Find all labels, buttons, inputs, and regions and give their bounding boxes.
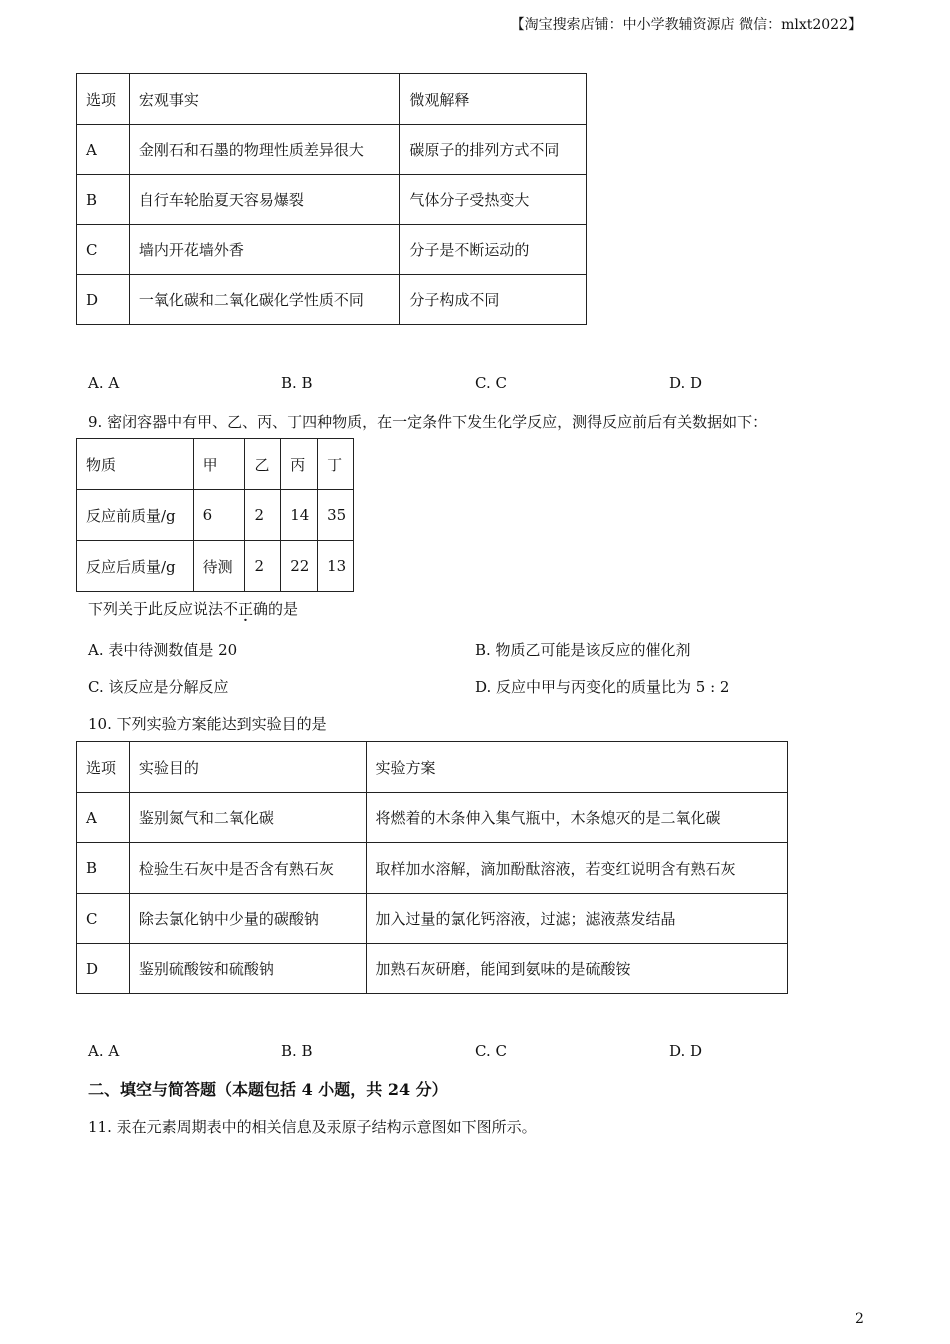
- table-row: [77, 125, 587, 175]
- table-cell: 2: [245, 541, 281, 592]
- q9-question-post: 的是: [268, 600, 299, 618]
- table-cell: 反应前质量/g: [77, 490, 194, 541]
- table-row: [77, 793, 788, 843]
- table-cell: 墙内开花墙外香: [129, 225, 400, 275]
- table-header-cell: 甲: [193, 439, 245, 490]
- section-title: 二、填空与简答题（本题包括 4 小题，共 24 分）: [88, 1080, 448, 1099]
- table-header-cell: 选项: [77, 74, 130, 125]
- q9-question-emphasis: 不正确: [223, 600, 269, 618]
- table-cell: 气体分子受热变大: [400, 175, 587, 225]
- table-row: [77, 275, 587, 325]
- q9-option-b[interactable]: B. 物质乙可能是该反应的催化剂: [475, 641, 691, 659]
- table-row: [77, 944, 788, 994]
- table-header-cell: 物质: [77, 439, 194, 490]
- q10-option-c[interactable]: C. C: [475, 1042, 507, 1060]
- table-cell: 除去氯化钠中少量的碳酸钠: [129, 894, 366, 944]
- table-header-cell: 微观解释: [400, 74, 587, 125]
- table-cell: D: [77, 944, 130, 994]
- table-header-cell: 选项: [77, 742, 130, 793]
- table-cell: C: [77, 225, 130, 275]
- q9-option-c[interactable]: C. 该反应是分解反应: [88, 678, 229, 696]
- table-row: [77, 225, 587, 275]
- q10-option-b[interactable]: B. B: [281, 1042, 313, 1060]
- table-cell: 将燃着的木条伸入集气瓶中，木条熄灭的是二氧化碳: [366, 793, 787, 843]
- table-cell: 分子是不断运动的: [400, 225, 587, 275]
- q9-question-pre: 下列关于此反应说法: [88, 600, 224, 618]
- table-cell: 14: [281, 490, 318, 541]
- q9-option-a[interactable]: A. 表中待测数值是 20: [88, 641, 238, 659]
- table-header-cell: 丁: [318, 439, 354, 490]
- table-header-cell: 实验目的: [129, 742, 366, 793]
- table-cell: A: [77, 125, 130, 175]
- table-cell: 6: [193, 490, 245, 541]
- q8-table: [76, 73, 587, 325]
- q8-option-c[interactable]: C. C: [475, 374, 507, 392]
- table-cell: 加熟石灰研磨，能闻到氨味的是硫酸铵: [366, 944, 787, 994]
- q9-question: [88, 598, 298, 619]
- table-cell: D: [77, 275, 130, 325]
- q10-stem: 10. 下列实验方案能达到实验目的是: [88, 715, 327, 733]
- table-cell: A: [77, 793, 130, 843]
- table-header-cell: 丙: [281, 439, 318, 490]
- table-cell: 反应后质量/g: [77, 541, 194, 592]
- table-cell: 自行车轮胎夏天容易爆裂: [129, 175, 400, 225]
- table-header-row: [77, 742, 788, 793]
- q10-option-a[interactable]: A. A: [88, 1042, 120, 1060]
- table-row: [77, 175, 587, 225]
- table-cell: 35: [318, 490, 354, 541]
- table-header-cell: 宏观事实: [129, 74, 400, 125]
- table-cell: C: [77, 894, 130, 944]
- q9-option-d[interactable]: D. 反应中甲与丙变化的质量比为 5 : 2: [475, 678, 730, 696]
- page-header: 【淘宝搜索店铺：中小学教辅资源店 微信：mlxt2022】: [510, 17, 862, 33]
- table-cell: 22: [281, 541, 318, 592]
- table-row: [77, 490, 354, 541]
- table-cell: 鉴别硫酸铵和硫酸钠: [129, 944, 366, 994]
- table-cell: 检验生石灰中是否含有熟石灰: [129, 843, 366, 894]
- table-header-cell: 乙: [245, 439, 281, 490]
- q8-option-d[interactable]: D. D: [669, 374, 703, 392]
- page-number: 2: [855, 1311, 864, 1327]
- q8-option-a[interactable]: A. A: [88, 374, 120, 392]
- table-cell: 取样加水溶解，滴加酚酞溶液，若变红说明含有熟石灰: [366, 843, 787, 894]
- q11-stem: 11. 汞在元素周期表中的相关信息及汞原子结构示意图如下图所示。: [88, 1118, 537, 1136]
- table-cell: 分子构成不同: [400, 275, 587, 325]
- table-cell: 待测: [193, 541, 245, 592]
- table-row: [77, 843, 788, 894]
- table-header-row: [77, 439, 354, 490]
- table-cell: 一氧化碳和二氧化碳化学性质不同: [129, 275, 400, 325]
- q9-stem: 9. 密闭容器中有甲、乙、丙、丁四种物质，在一定条件下发生化学反应，测得反应前后有关数据如下：: [88, 413, 768, 431]
- table-header-cell: 实验方案: [366, 742, 787, 793]
- q9-table: [76, 438, 354, 592]
- table-cell: 2: [245, 490, 281, 541]
- table-cell: 鉴别氮气和二氧化碳: [129, 793, 366, 843]
- table-cell: B: [77, 175, 130, 225]
- q10-table: [76, 741, 788, 994]
- table-cell: B: [77, 843, 130, 894]
- table-row: [77, 894, 788, 944]
- table-header-row: [77, 74, 587, 125]
- table-cell: 13: [318, 541, 354, 592]
- q8-option-b[interactable]: B. B: [281, 374, 313, 392]
- table-cell: 金刚石和石墨的物理性质差异很大: [129, 125, 400, 175]
- table-row: [77, 541, 354, 592]
- q10-option-d[interactable]: D. D: [669, 1042, 703, 1060]
- table-cell: 加入过量的氯化钙溶液，过滤；滤液蒸发结晶: [366, 894, 787, 944]
- table-cell: 碳原子的排列方式不同: [400, 125, 587, 175]
